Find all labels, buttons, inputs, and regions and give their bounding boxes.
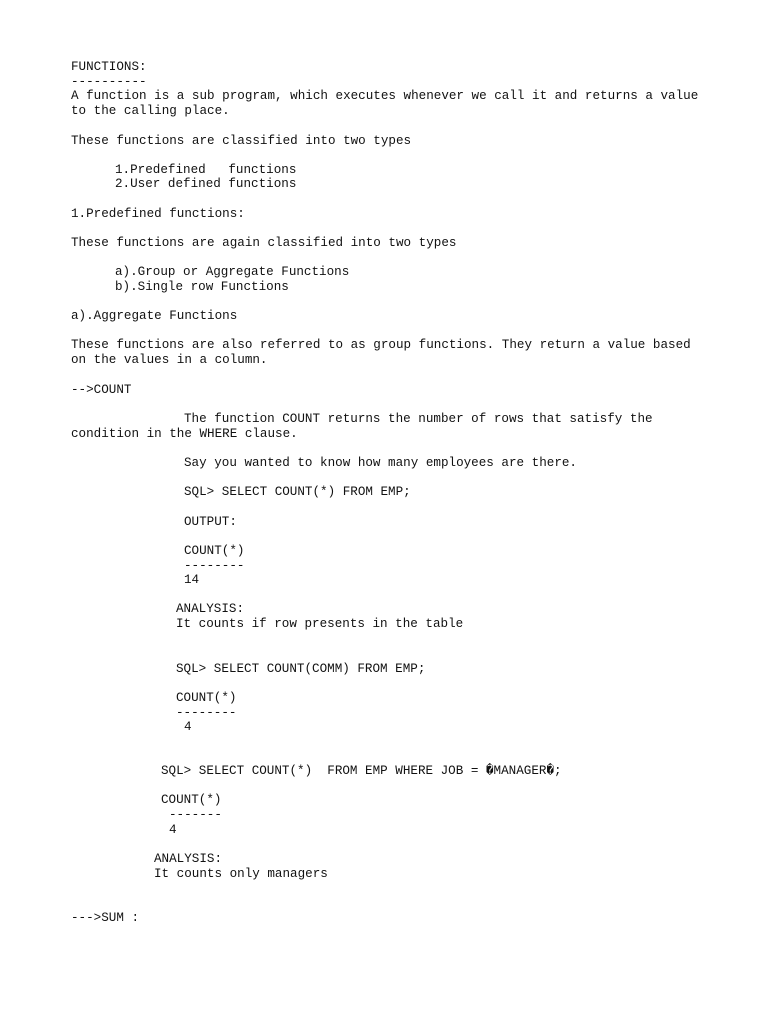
analysis-text: It counts if row presents in the table [176, 617, 464, 631]
analysis-text: It counts only managers [154, 867, 328, 881]
paragraph-line: These functions are also referred to as group functions. They return a value based [71, 338, 691, 352]
analysis-label: ANALYSIS: [154, 852, 223, 866]
section-heading: 1.Predefined functions: [71, 207, 245, 221]
list-item: 2.User defined functions [115, 177, 297, 191]
section-heading: -->COUNT [71, 383, 132, 397]
output-divider: -------- [184, 559, 245, 573]
paragraph-line: Say you wanted to know how many employees are there. [184, 456, 577, 470]
output-column-header: COUNT(*) [184, 544, 245, 558]
output-divider: -------- [176, 706, 237, 720]
section-heading: a).Aggregate Functions [71, 309, 238, 323]
output-value: 4 [184, 720, 192, 734]
paragraph-line: condition in the WHERE clause. [71, 427, 298, 441]
sql-statement: SQL> SELECT COUNT(*) FROM EMP WHERE JOB = �MANAGER�; [161, 764, 562, 778]
output-value: 14 [184, 573, 200, 587]
heading-functions: FUNCTIONS: [71, 60, 147, 74]
output-divider: ------- [169, 808, 222, 822]
output-column-header: COUNT(*) [161, 793, 222, 807]
heading-underline: ---------- [71, 75, 147, 89]
paragraph-line: to the calling place. [71, 104, 230, 118]
analysis-label: ANALYSIS: [176, 602, 245, 616]
output-value: 4 [169, 823, 177, 837]
output-label: OUTPUT: [184, 515, 237, 529]
sql-statement: SQL> SELECT COUNT(COMM) FROM EMP; [176, 662, 426, 676]
paragraph-line: These functions are again classified into two types [71, 236, 457, 250]
paragraph-line: on the values in a column. [71, 353, 268, 367]
list-item: a).Group or Aggregate Functions [115, 265, 350, 279]
paragraph-line: A function is a sub program, which executes whenever we call it and returns a value [71, 89, 699, 103]
list-item: 1.Predefined functions [115, 163, 297, 177]
paragraph-line: The function COUNT returns the number of rows that satisfy the [184, 412, 653, 426]
list-item: b).Single row Functions [115, 280, 289, 294]
output-column-header: COUNT(*) [176, 691, 237, 705]
sql-statement: SQL> SELECT COUNT(*) FROM EMP; [184, 485, 411, 499]
section-heading: --->SUM : [71, 911, 140, 925]
paragraph-line: These functions are classified into two types [71, 134, 412, 148]
